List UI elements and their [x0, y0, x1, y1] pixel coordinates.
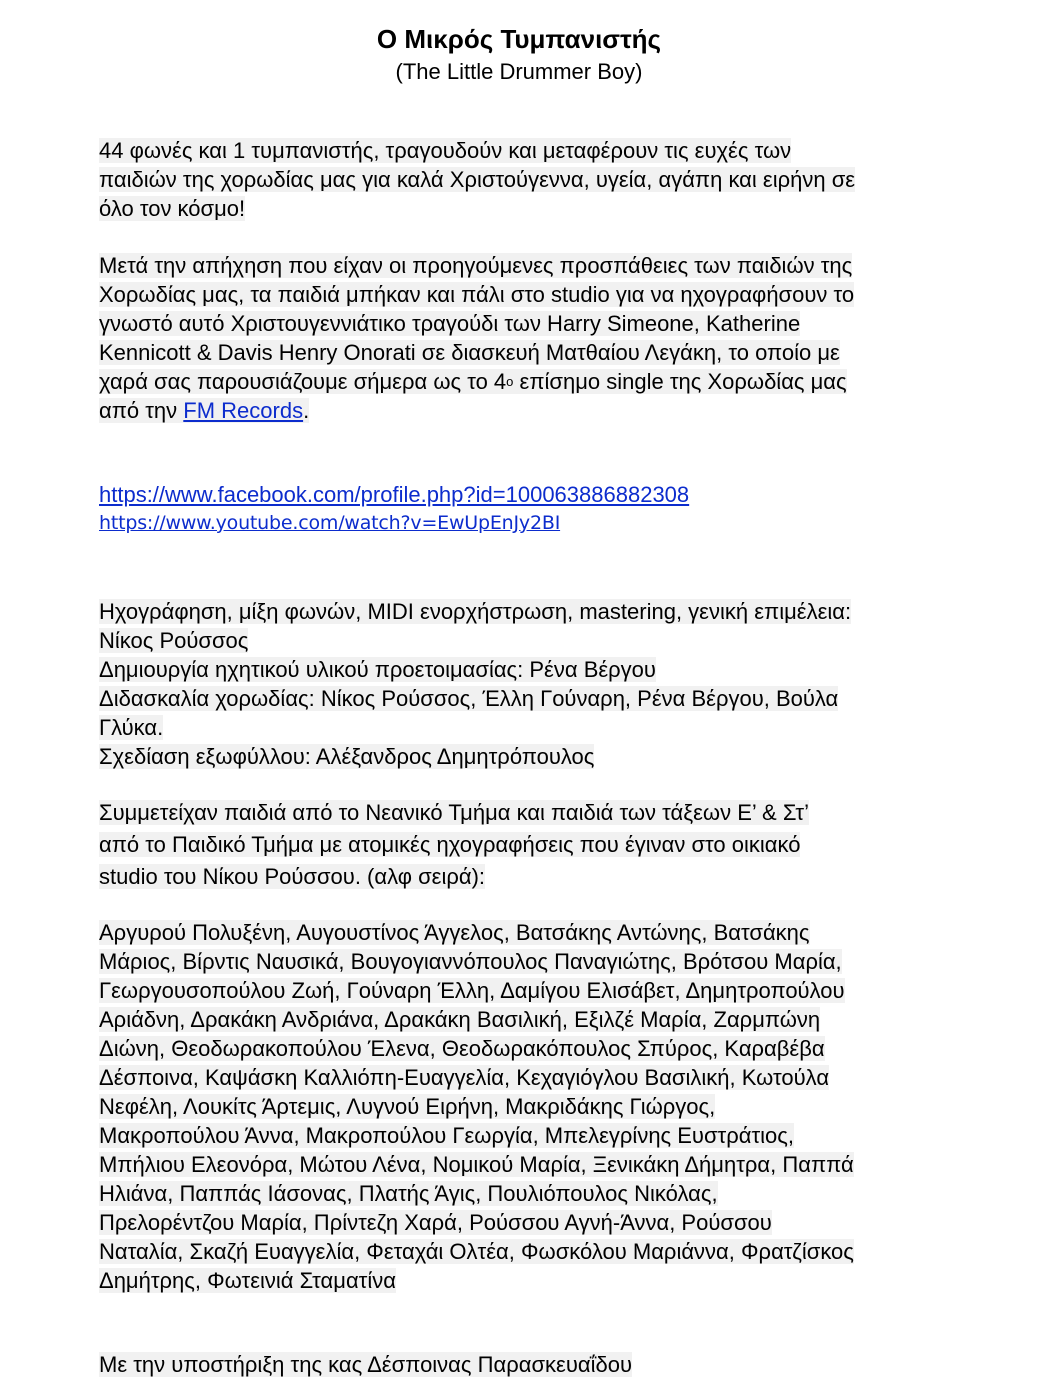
- names-line: Διώνη, Θεοδωρακοπούλου Έλενα, Θεοδωρακόπουλος Σπύρος, Καραβέβα: [99, 1036, 825, 1061]
- intro-paragraph: [99, 136, 979, 223]
- names-line: Δέσποινα, Καψάσκη Καλλιόπη-Ευαγγελία, Κεχαγιόγλου Βασιλική, Κωτούλα: [99, 1065, 830, 1090]
- names-line: Αριάδνη, Δρακάκη Ανδριάνα, Δρακάκη Βασιλική, Εξιλζέ Μαρία, Ζαρμπώνη: [99, 1007, 821, 1032]
- fm-records-link[interactable]: FM Records: [183, 398, 304, 423]
- names-line: Νεφέλη, Λουκίτς Άρτεμις, Λυγνού Ειρήνη, Μακριδάκης Γιώργος,: [99, 1094, 716, 1119]
- credits-line: Διδασκαλία χορωδίας: Νίκος Ρούσσος, Έλλη Γούναρη, Ρένα Βέργου, Βούλα: [99, 686, 839, 711]
- body-line: γνωστό αυτό Χριστουγεννιάτικο τραγούδι των Harry Simeone, Katherine: [99, 311, 801, 336]
- names-line: Ηλιάνα, Παππάς Ιάσονας, Πλατής Άγις, Πουλιόπουλος Νικόλας,: [99, 1181, 718, 1206]
- intro-line: παιδιών της χορωδίας μας για καλά Χριστούγεννα, υγεία, αγάπη και ειρήνη σε: [99, 167, 856, 192]
- body-line: Kennicott & Davis Henry Onorati σε διασκευή Ματθαίου Λεγάκη, το οποίο με: [99, 340, 840, 365]
- links-section: [99, 480, 979, 538]
- body-line: από την FM Records.: [99, 398, 310, 423]
- names-line: Μακροπούλου Άννα, Μακροπούλου Γεωργία, Μπελεγρίνης Ευστράτιος,: [99, 1123, 794, 1148]
- credits-line: Σχεδίαση εξωφύλλου: Αλέξανδρος Δημητρόπουλος: [99, 744, 595, 769]
- body-line: Μετά την απήχηση που είχαν οι προηγούμενες προσπάθειες των παιδιών της: [99, 253, 853, 278]
- document-subtitle: (The Little Drummer Boy): [395, 59, 643, 84]
- names-line: Ναταλία, Σκαζή Ευαγγελία, Φεταχάι Ολτέα, Φωσκόλου Μαριάννα, Φρατζίσκος: [99, 1239, 854, 1264]
- names-line: Δημήτρης, Φωτεινιά Σταματίνα: [99, 1268, 396, 1293]
- participants-names: [99, 918, 979, 1295]
- support-line: Με την υποστήριξη της κας Δέσποινας Παρασκευαΐδου: [99, 1352, 632, 1377]
- participants-intro-line: από το Παιδικό Τμήμα με ατομικές ηχογραφήσεις που έγιναν στο οικιακό: [99, 832, 801, 857]
- names-line: Μάριος, Βίρντις Ναυσικά, Βουγογιαννόπουλος Παναγιώτης, Βρότσου Μαρία,: [99, 949, 842, 974]
- names-line: Γεωργουσοπούλου Ζωή, Γούναρη Έλλη, Δαμίγου Ελισάβετ, Δημητροπούλου: [99, 978, 845, 1003]
- body-line: Χορωδίας μας, τα παιδιά μπήκαν και πάλι στο studio για να ηχογραφήσουν το: [99, 282, 855, 307]
- body-line: χαρά σας παρουσιάζουμε σήμερα ως το $4^o$ επίσημο single της Χορωδίας μας: [99, 369, 847, 394]
- document-title: Ο Μικρός Τυμπανιστής: [376, 24, 662, 54]
- names-line: Αργυρού Πολυξένη, Αυγουστίνος Άγγελος, Βατσάκης Αντώνης, Βατσάκης: [99, 920, 810, 945]
- body-paragraph: [99, 251, 979, 425]
- intro-line: όλο τον κόσμο!: [99, 196, 246, 221]
- facebook-link[interactable]: https://www.facebook.com/profile.php?id=100063886882308: [99, 482, 690, 507]
- participants-intro: [99, 797, 979, 893]
- credits-line: Ηχογράφηση, μίξη φωνών, MIDI ενορχήστρωση, mastering, γενική επιμέλεια:: [99, 599, 852, 624]
- credits-section: [99, 597, 979, 771]
- participants-intro-line: studio του Νίκου Ρούσσου. (αλφ σειρά):: [99, 864, 486, 889]
- credits-line: Νίκος Ρούσσος: [99, 628, 249, 653]
- intro-line: 44 φωνές και 1 τυμπανιστής, τραγουδούν και μεταφέρουν τις ευχές των: [99, 138, 792, 163]
- names-line: Πρελορέντζου Μαρία, Πρίντεζη Χαρά, Ρούσσου Αγνή-Άννα, Ρούσσου: [99, 1210, 772, 1235]
- participants-intro-line: Συμμετείχαν παιδιά από το Νεανικό Τμήμα και παιδιά των τάξεων Ε’ & Στ’: [99, 800, 809, 825]
- credits-line: Γλύκα.: [99, 715, 164, 740]
- support-section: [99, 1350, 979, 1379]
- names-line: Μπήλιου Ελεονόρα, Μώτου Λένα, Νομικού Μαρία, Ξενικάκη Δήμητρα, Παππά: [99, 1152, 854, 1177]
- youtube-link[interactable]: https://www.youtube.com/watch?v=EwUpEnJy2BI: [99, 512, 561, 534]
- credits-line: Δημιουργία ηχητικού υλικού προετοιμασίας: Ρένα Βέργου: [99, 657, 656, 682]
- ordinal-superscript: ο: [506, 374, 514, 389]
